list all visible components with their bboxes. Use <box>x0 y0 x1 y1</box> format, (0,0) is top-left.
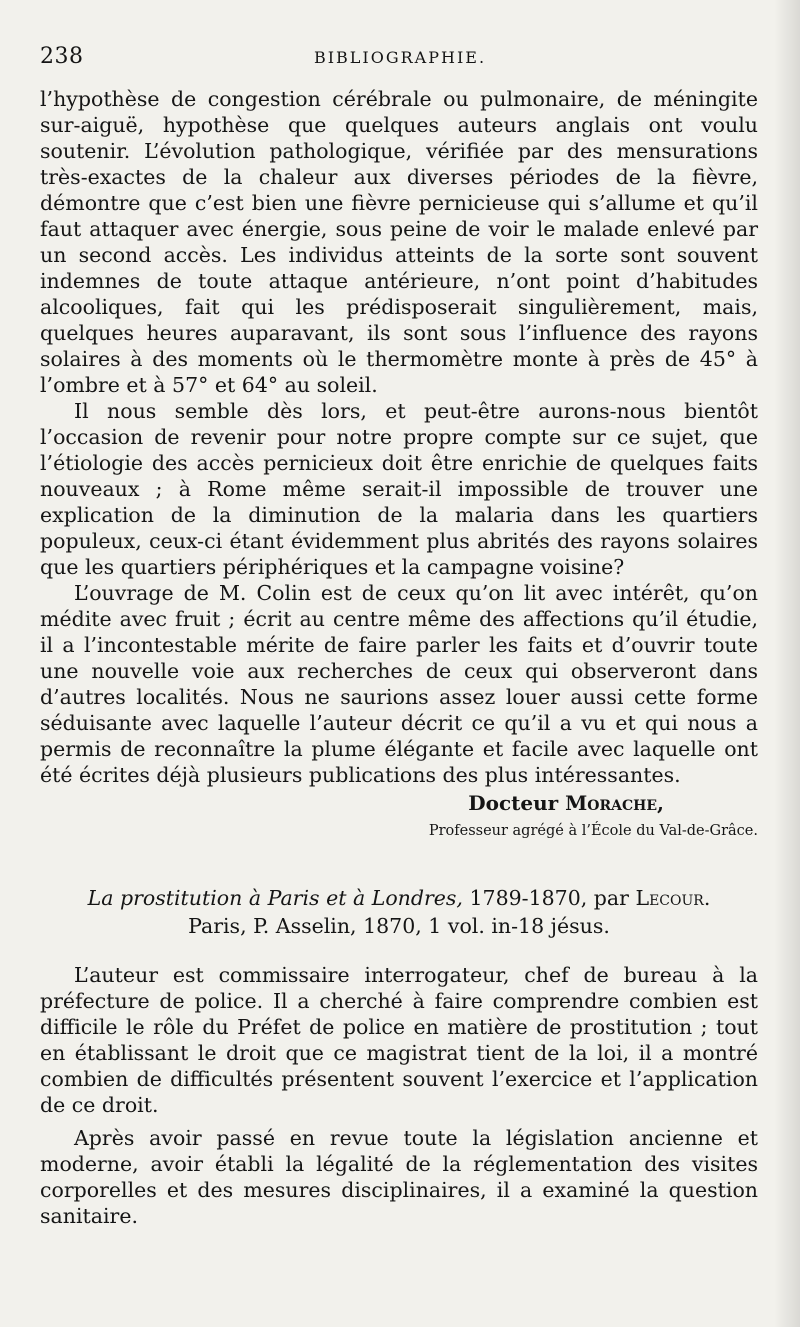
running-title: BIBLIOGRAPHIE. <box>313 48 487 67</box>
book-reference-line-1 <box>40 884 758 912</box>
review-colin-paragraph-3: L’ouvrage de M. Colin est de ceux qu’on lit avec intérêt, qu’on médite avec fruit ; écrit au centre même des affections qu’il étudie, il a l’incontestable mérite de faire parler les faits et d’ouvrir toute une nouvelle voie aux recherches de ceux qui observeront dans d’autres localités. Nous ne saurions assez louer aussi cette forme séduisante avec laquelle l’auteur décrit ce qu’il a vu et qui nous a permis de reconnaître la plume élégante et facile avec laquelle ont été écrites déjà plusieurs publications des plus intéressantes. <box>40 581 758 787</box>
signature-prefix: Docteur <box>468 791 559 815</box>
review-colin-paragraph-2: Il nous semble dès lors, et peut-être aurons-nous bientôt l’occasion de revenir pour notre propre compte sur ce sujet, que l’étiologie des accès pernicieux doit être enrichie de quelques faits nouveaux ; à Rome même serait-il impossible de trouver une explication de la diminution de la malaria dans les quartiers populeux, ceux-ci étant évidemment plus abrités des rayons solaires que les quartiers périphériques et la campagne voisine? <box>40 399 758 579</box>
book-publication: Paris, P. Asselin, 1870, 1 vol. in-18 jésus. <box>188 914 610 938</box>
reviewer-signature <box>40 790 758 816</box>
paragraph-gap <box>40 1118 758 1125</box>
review-lecour-paragraph-1: L’auteur est commissaire interrogateur, chef de bureau à la préfecture de police. Il a cherché à faire comprendre combien est difficile le rôle du Préfet de police en matière de prostitution ; tout en établissant le droit que ce magistrat tient de la loi, il a montré combien de difficultés présentent souvent l’exercice et l’application de ce droit. <box>40 963 758 1117</box>
review-lecour <box>40 962 758 1229</box>
page-body <box>40 86 758 1229</box>
reviewer-affiliation: Professeur agrégé à l’École du Val-de-Grâce. <box>428 823 758 839</box>
signature-name: Morache, <box>565 791 664 815</box>
page-header <box>40 40 760 76</box>
review-lecour-paragraph-2: Après avoir passé en revue toute la législation ancienne et moderne, avoir établi la légalité de la réglementation des visites corporelles et des mesures disciplinaires, il a examiné la question sanitaire. <box>40 1126 758 1228</box>
review-colin-paragraph-1: l’hypothèse de congestion cérébrale ou pulmonaire, de méningite sur-aiguë, hypothèse que quelques auteurs anglais ont voulu soutenir. L’évolution pathologique, vérifiée par des mensurations très-exactes de la chaleur aux diverses périodes de la fièvre, démontre que c’est bien une fièvre pernicieuse qui s’allume et qu’il faut attaquer avec énergie, sous peine de voir le malade enlevé par un second accès. Les individus atteints de la sorte sont souvent indemnes de toute attaque antérieure, n’ont point d’habitudes alcooliques, fait qui les prédisposerait singulièrement, mais, quelques heures auparavant, ils sont sous l’influence des rayons solaires à des moments où le thermomètre monte à près de 45° à l’ombre et à 57° et 64° au soleil. <box>40 87 758 397</box>
review-colin <box>40 86 758 844</box>
book-author: Lecour. <box>635 886 711 910</box>
page-edge-shadow <box>774 0 800 1327</box>
book-title: La prostitution à Paris et à Londres, <box>87 886 463 910</box>
book-dates: 1789-1870, par <box>469 886 629 910</box>
page-number: 238 <box>40 44 84 69</box>
book-reference <box>40 884 758 940</box>
